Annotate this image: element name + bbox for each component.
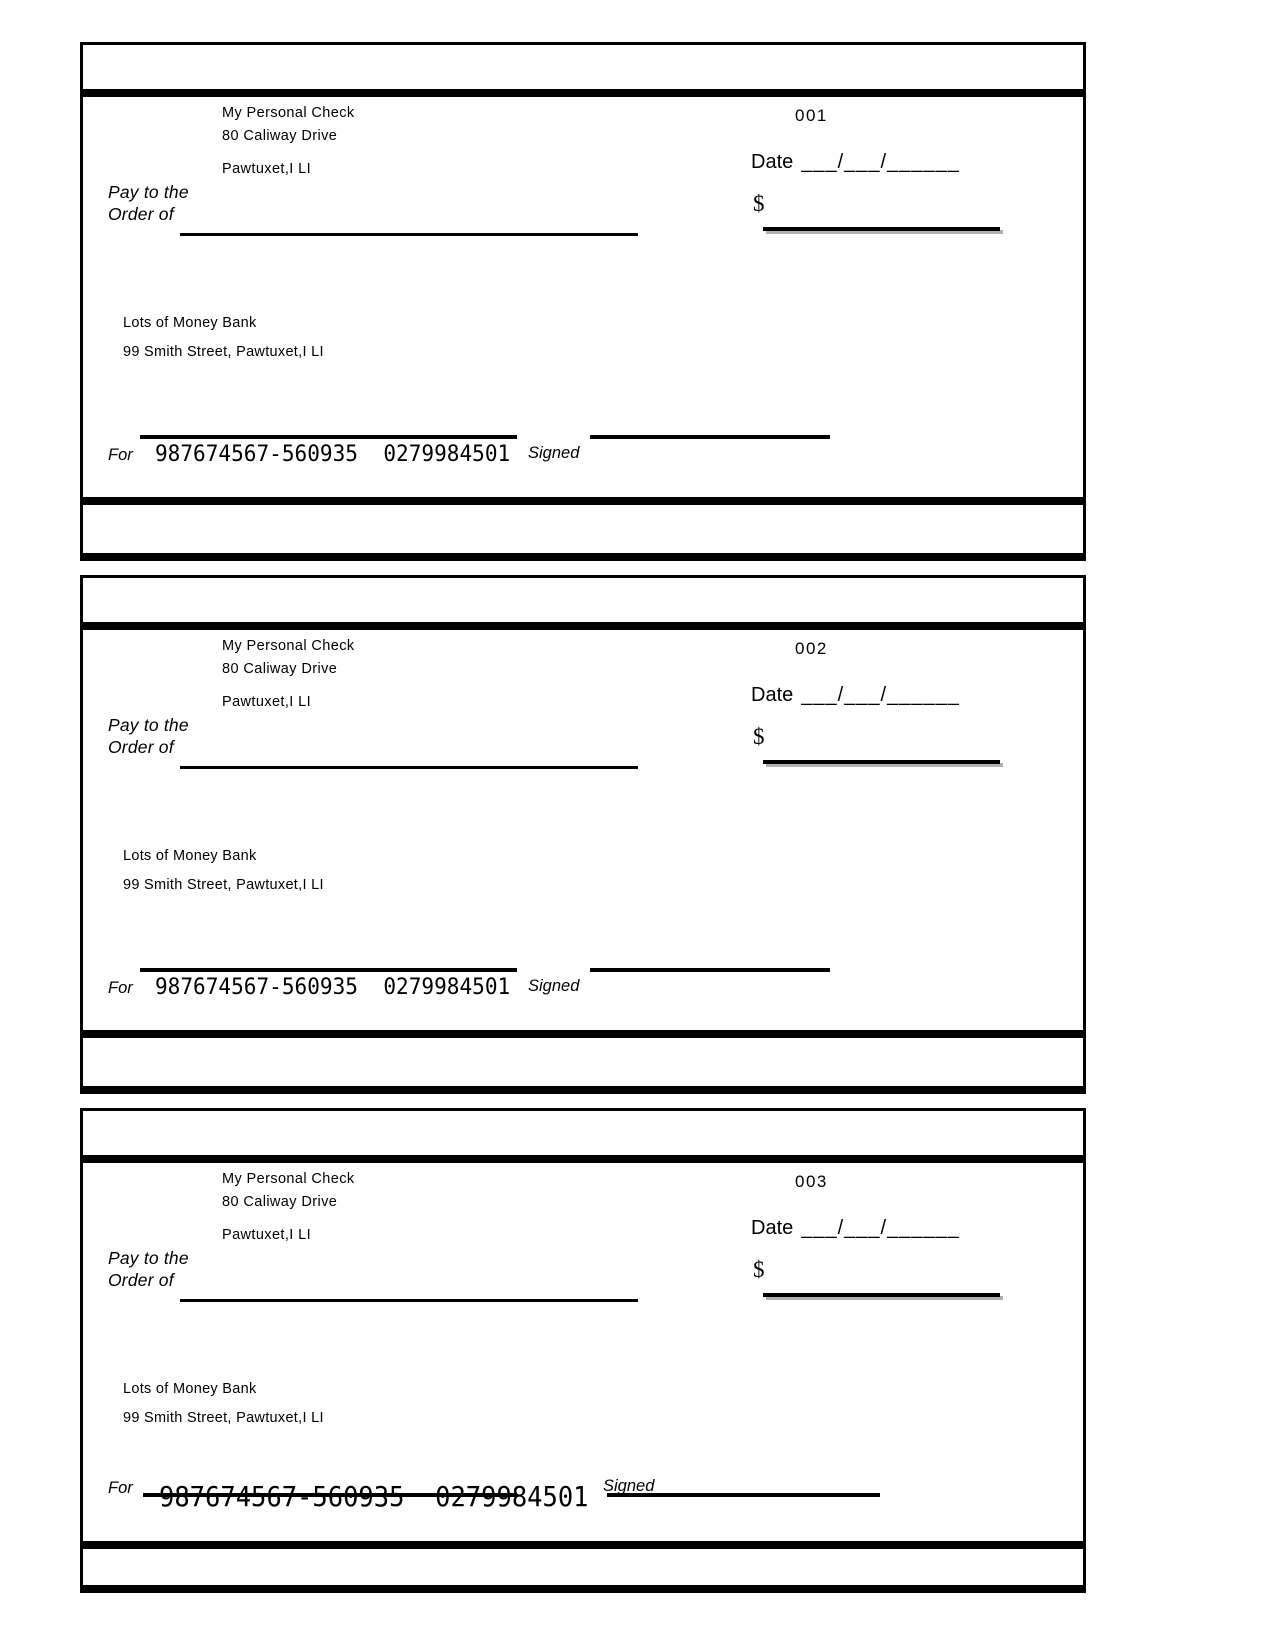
- date-blank-field: ___/___/______: [801, 1217, 960, 1239]
- payer-name: My Personal Check: [222, 638, 355, 654]
- dollar-sign: $: [753, 191, 765, 216]
- check-1: [80, 42, 1086, 561]
- check-number: 002: [795, 639, 828, 658]
- pay-to-line-1: Pay to the: [108, 1248, 189, 1268]
- payer-name: My Personal Check: [222, 1171, 355, 1187]
- check-1-header-strip: [83, 45, 1083, 97]
- micr-numbers: 987674567-560935 0279984501: [159, 1482, 589, 1514]
- pay-to-line-2: Order of: [108, 1270, 174, 1290]
- payer-address-2: Pawtuxet,I LI: [222, 161, 312, 177]
- amount-line: [763, 1293, 1000, 1297]
- bank-address: 99 Smith Street, Pawtuxet,I LI: [123, 877, 324, 893]
- pay-to-line-1: Pay to the: [108, 182, 189, 202]
- memo-line: [140, 435, 517, 439]
- check-3: [80, 1108, 1086, 1593]
- payee-line: [180, 1299, 638, 1302]
- bank-name: Lots of Money Bank: [123, 1381, 257, 1397]
- micr-numbers: 987674567-560935 0279984501: [155, 974, 511, 1001]
- for-label: For: [108, 979, 133, 997]
- check-2: [80, 575, 1086, 1094]
- check-1-footer-strip: [83, 505, 1083, 553]
- signature-line: [590, 435, 830, 439]
- payee-line: [180, 233, 638, 236]
- check-3-body: [83, 1163, 1083, 1549]
- pay-to-the-order-of-label: [108, 1247, 189, 1291]
- date-blank-field: ___/___/______: [801, 151, 960, 173]
- bank-address: 99 Smith Street, Pawtuxet,I LI: [123, 1410, 324, 1426]
- check-1-body: [83, 97, 1083, 505]
- date-row: [751, 684, 960, 707]
- date-blank-field: ___/___/______: [801, 684, 960, 706]
- pay-to-line-2: Order of: [108, 204, 174, 224]
- date-label: Date: [751, 1217, 794, 1239]
- pay-to-line-1: Pay to the: [108, 715, 189, 735]
- pay-to-the-order-of-label: [108, 714, 189, 758]
- check-2-body: [83, 630, 1083, 1038]
- for-label: For: [108, 1479, 133, 1497]
- payer-address-2: Pawtuxet,I LI: [222, 1227, 312, 1243]
- check-2-footer-strip: [83, 1038, 1083, 1086]
- signature-line: [590, 968, 830, 972]
- payer-name: My Personal Check: [222, 105, 355, 121]
- payer-address-1: 80 Caliway Drive: [222, 1194, 338, 1210]
- for-label: For: [108, 446, 133, 464]
- bank-address: 99 Smith Street, Pawtuxet,I LI: [123, 344, 324, 360]
- check-number: 001: [795, 106, 828, 125]
- bank-name: Lots of Money Bank: [123, 848, 257, 864]
- date-label: Date: [751, 151, 794, 173]
- check-number: 003: [795, 1172, 828, 1191]
- check-2-header-strip: [83, 578, 1083, 630]
- signed-label: Signed: [528, 977, 580, 995]
- pay-to-line-2: Order of: [108, 737, 174, 757]
- payer-address-1: 80 Caliway Drive: [222, 661, 338, 677]
- bank-name: Lots of Money Bank: [123, 315, 257, 331]
- check-3-header-strip: [83, 1111, 1083, 1163]
- check-3-footer-strip: [83, 1549, 1083, 1585]
- signed-label: Signed: [528, 444, 580, 462]
- check-sheet: [80, 42, 1086, 1607]
- pay-to-the-order-of-label: [108, 181, 189, 225]
- date-label: Date: [751, 684, 794, 706]
- payer-address-2: Pawtuxet,I LI: [222, 694, 312, 710]
- payee-line: [180, 766, 638, 769]
- payer-address-1: 80 Caliway Drive: [222, 128, 338, 144]
- micr-numbers: 987674567-560935 0279984501: [155, 441, 511, 468]
- date-row: [751, 1217, 960, 1240]
- amount-line: [763, 760, 1000, 764]
- dollar-sign: $: [753, 724, 765, 749]
- signed-label: Signed: [603, 1477, 655, 1495]
- date-row: [751, 151, 960, 174]
- dollar-sign: $: [753, 1257, 765, 1282]
- amount-line: [763, 227, 1000, 231]
- memo-line: [140, 968, 517, 972]
